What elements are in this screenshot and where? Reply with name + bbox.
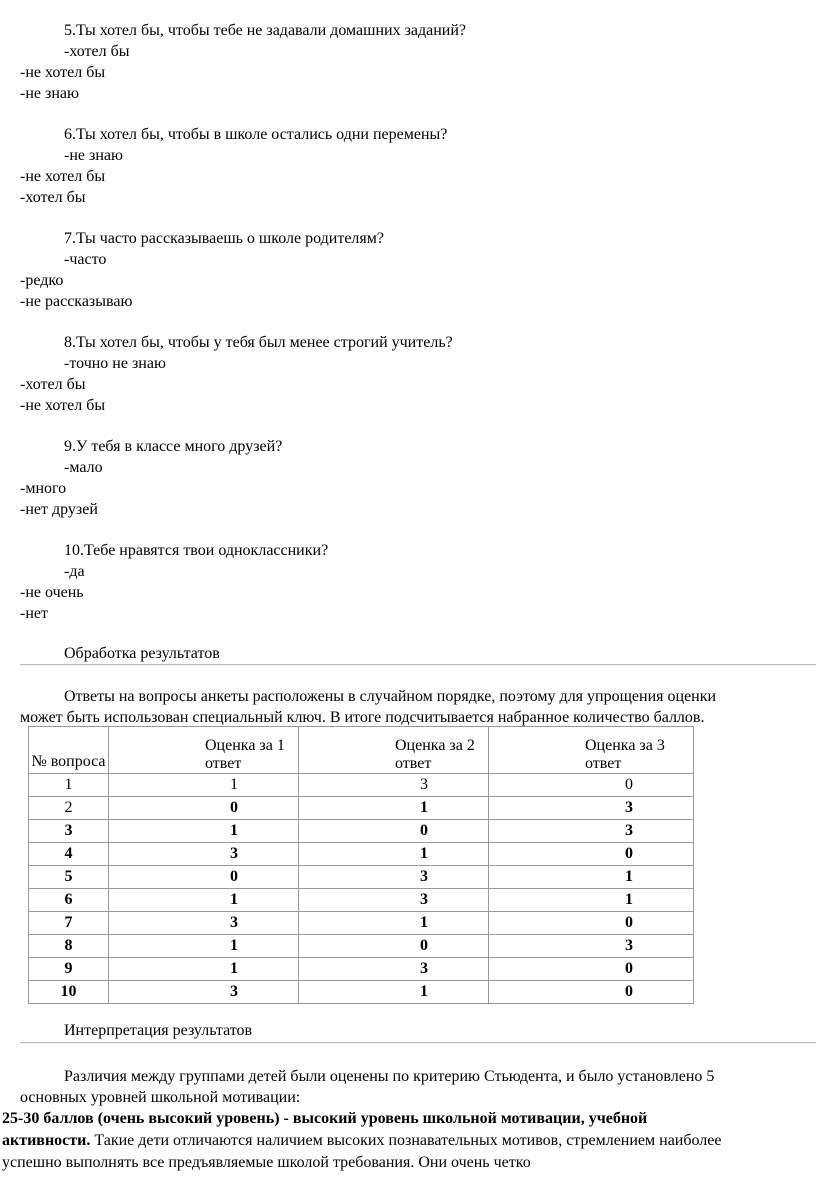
table-row xyxy=(29,820,694,843)
level-1-description xyxy=(2,1131,721,1151)
table-cell: 3 xyxy=(109,981,299,1004)
table-row xyxy=(29,843,694,866)
table-cell: 0 xyxy=(489,981,694,1004)
table-cell: 1 xyxy=(109,935,299,958)
table-cell: 1 xyxy=(109,774,299,797)
table-cell: 3 xyxy=(299,774,489,797)
column-header-answer-1: Оценка за 1 ответ xyxy=(109,727,299,774)
table-row xyxy=(29,958,694,981)
answer-option: -не хотел бы xyxy=(20,397,106,414)
divider xyxy=(20,664,816,666)
table-cell: 1 xyxy=(29,774,109,797)
table-cell: 3 xyxy=(299,889,489,912)
answer-option: -мало xyxy=(64,459,103,476)
answer-option: -не рассказываю xyxy=(20,293,133,310)
question-9: 9.У тебя в классе много друзей? xyxy=(64,438,283,455)
divider xyxy=(20,1042,816,1044)
table-cell: 3 xyxy=(489,797,694,820)
table-cell: 1 xyxy=(299,981,489,1004)
section-heading-processing: Обработка результатов xyxy=(64,645,220,662)
table-cell: 5 xyxy=(29,866,109,889)
question-7: 7.Ты часто рассказываешь о школе родителям? xyxy=(64,230,384,247)
table-cell: 0 xyxy=(109,866,299,889)
column-header-answer-3: Оценка за 3 ответ xyxy=(489,727,694,774)
answer-option: -не хотел бы xyxy=(20,168,106,185)
answer-option: -да xyxy=(64,563,85,580)
question-8: 8.Ты хотел бы, чтобы у тебя был менее строгий учитель? xyxy=(64,334,453,351)
answer-option: -редко xyxy=(20,272,64,289)
answer-option: -не хотел бы xyxy=(20,64,106,81)
question-10: 10.Тебе нравятся твои одноклассники? xyxy=(64,542,329,559)
table-cell: 10 xyxy=(29,981,109,1004)
column-header-answer-2: Оценка за 2 ответ xyxy=(299,727,489,774)
table-cell: 3 xyxy=(299,866,489,889)
processing-text: Ответы на вопросы анкеты расположены в случайном порядке, поэтому для упрощения оценки xyxy=(64,688,717,705)
table-cell: 0 xyxy=(489,774,694,797)
answer-option: -не очень xyxy=(20,584,84,601)
answer-option: -хотел бы xyxy=(64,43,130,60)
interpretation-text: основных уровней школьной мотивации: xyxy=(20,1089,301,1106)
table-cell: 1 xyxy=(109,820,299,843)
table-cell: 1 xyxy=(299,797,489,820)
table-cell: 3 xyxy=(29,820,109,843)
scoring-key-table xyxy=(28,726,694,1004)
table-cell: 4 xyxy=(29,843,109,866)
table-row xyxy=(29,866,694,889)
answer-option: -часто xyxy=(64,251,107,268)
table-cell: 1 xyxy=(109,889,299,912)
question-6: 6.Ты хотел бы, чтобы в школе остались одни перемены? xyxy=(64,126,448,143)
table-cell: 7 xyxy=(29,912,109,935)
table-row xyxy=(29,935,694,958)
table-cell: 1 xyxy=(299,912,489,935)
answer-option: -хотел бы xyxy=(20,189,86,206)
answer-option: -не знаю xyxy=(20,85,79,102)
answer-option: -точно не знаю xyxy=(64,355,166,372)
table-cell: 0 xyxy=(299,935,489,958)
table-cell: 3 xyxy=(299,958,489,981)
table-cell: 1 xyxy=(299,843,489,866)
column-header-question: № вопроса xyxy=(29,727,109,774)
answer-option: -много xyxy=(20,480,67,497)
table-row xyxy=(29,981,694,1004)
level-1-description-text: Такие дети отличаются наличием высоких познавательных мотивов, стремлением наиболее xyxy=(90,1132,722,1149)
table-row xyxy=(29,797,694,820)
table-cell: 3 xyxy=(489,820,694,843)
table-cell: 8 xyxy=(29,935,109,958)
table-cell: 2 xyxy=(29,797,109,820)
level-1-heading-end: активности. xyxy=(2,1132,91,1149)
table-cell: 0 xyxy=(489,843,694,866)
table-cell: 6 xyxy=(29,889,109,912)
table-cell: 0 xyxy=(489,912,694,935)
table-row xyxy=(29,912,694,935)
table-cell: 3 xyxy=(109,843,299,866)
table-cell: 9 xyxy=(29,958,109,981)
table-cell: 0 xyxy=(109,797,299,820)
table-row xyxy=(29,774,694,797)
table-cell: 1 xyxy=(489,889,694,912)
processing-text: может быть использован специальный ключ. В итоге подсчитывается набранное количество баллов. xyxy=(20,709,705,726)
table-cell: 0 xyxy=(489,958,694,981)
answer-option: -хотел бы xyxy=(20,376,86,393)
section-heading-interpretation: Интерпретация результатов xyxy=(64,1022,253,1039)
table-row xyxy=(29,889,694,912)
table-cell: 0 xyxy=(299,820,489,843)
table-cell: 1 xyxy=(489,866,694,889)
interpretation-text: Различия между группами детей были оценены по критерию Стьюдента, и было установлено 5 xyxy=(64,1068,715,1085)
table-cell: 3 xyxy=(489,935,694,958)
answer-option: -не знаю xyxy=(64,147,123,164)
table-cell: 3 xyxy=(109,912,299,935)
level-1-heading: 25-30 баллов (очень высокий уровень) - высокий уровень школьной мотивации, учебной xyxy=(2,1110,648,1127)
table-cell: 1 xyxy=(109,958,299,981)
answer-option: -нет xyxy=(20,605,48,622)
table-header-row xyxy=(29,727,694,774)
interpretation-text: успешно выполнять все предъявляемые школой требования. Они очень четко xyxy=(2,1154,531,1171)
answer-option: -нет друзей xyxy=(20,501,98,518)
question-5: 5.Ты хотел бы, чтобы тебе не задавали домашних заданий? xyxy=(64,22,467,39)
